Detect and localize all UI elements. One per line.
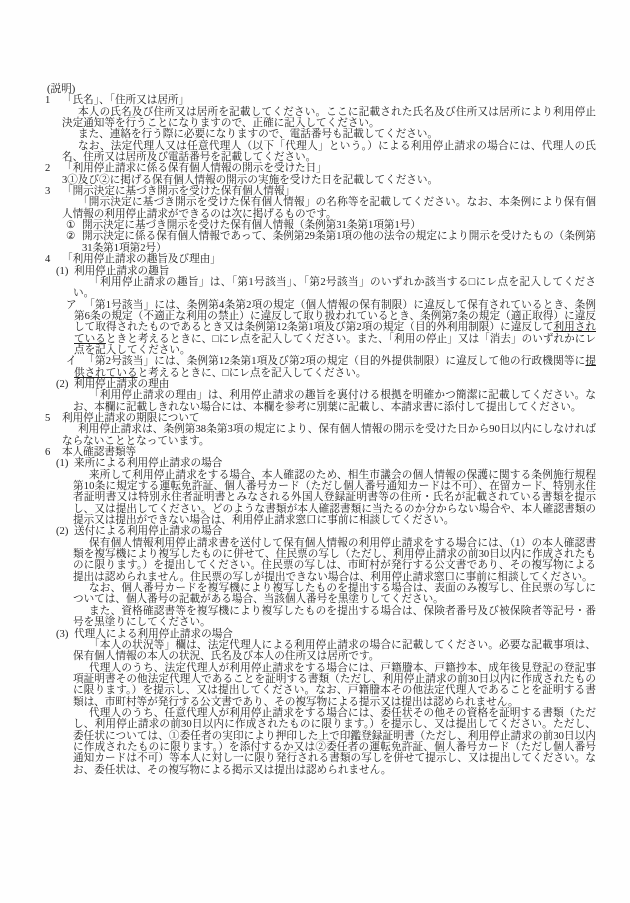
item-label: (1) <box>56 265 69 277</box>
numbered-item <box>45 95 596 107</box>
text-run: 「利用停止請求の理由」は、利用停止請求の趣旨を裏付ける根拠を明確かつ簡潔に記載してください。なお、本欄に記載しきれない場合には、本欄を参考に別葉に記載し、本請求書に添付して提出してください。 <box>73 390 596 413</box>
sub-item <box>56 379 596 390</box>
paragraph <box>62 107 596 130</box>
text-run: 「利用停止請求の趣旨及び理由」 <box>62 254 221 266</box>
text-run: 「利用停止請求の趣旨」は、「第1号該当」、「第2号該当」のいずれか該当する□にレ点を記入してください。 <box>73 276 596 300</box>
text-run: 3①及び②に掲げる保有個人情報の開示の実施を受けた日を記載してください。 <box>62 174 439 186</box>
text-run: 代理人のうち、法定代理人が利用停止請求をする場合には、戸籍謄本、戸籍抄本、成年後見登記の登記事項証明書その他法定代理人であることを証明する書類（ただし、利用停止請求の前30日以内に作成されたものに限ります。）を提示し、又は提出してください。なお、戸籍謄本その他法定代理人であることを証明する書類は、市町村等が発行する公文書であり、その複写物による提示又は提出は認められません。 <box>73 662 596 708</box>
text-run: 「利用停止請求に係る保有個人情報の開示を受けた日」 <box>62 163 327 175</box>
text-run: 「開示決定に基づき開示を受けた保有個人情報」 <box>62 186 296 198</box>
item-label: ① <box>66 220 76 232</box>
paragraph <box>62 141 596 164</box>
text-run: ときと考えるときに、□にレ点を記入してください。また、「利用の停止」又は「消去」のいずれかにレ点を記入してください。 <box>74 333 597 356</box>
text-run: 代理人のうち、任意代理人が利用停止請求をする場合には、委任状その他その資格を証明する書類（ただし、利用停止請求の前30日以内に作成されたものに限ります。）を提示し、又は提出してください。ただし、委任状については、①委任者の実印により押印した上で印鑑登録証明書（ただし、利用停止請求の前30日以内に作成されたものに限ります。）を添付するか又は②委任者の運転免許証、個人番号カード（ただし個人番号通知カードは不可）等本人に対し一に限り発行される書類の写しを併せて提示し、又は提出してください。なお、委任状は、その複写物による掲示又は提出は認められません。 <box>73 707 596 776</box>
text-run: また、連絡を行う際に必要になりますので、電話番号も記載してください。 <box>78 129 438 141</box>
text-run: 開示決定に係る保有個人情報であって、条例第29条第1項の他の法令の規定により開示を受けたもの（条例第31条第1項第2号） <box>82 231 596 254</box>
item-label: (3) <box>56 628 69 640</box>
item-label: イ <box>66 356 77 368</box>
paragraph <box>62 424 596 447</box>
text-run: 本人確認書類等 <box>62 447 137 458</box>
paragraph <box>73 640 596 663</box>
item-label: ア <box>66 299 77 311</box>
item-label: 4 <box>45 254 51 266</box>
paragraph <box>73 606 596 629</box>
sub-item <box>56 526 596 537</box>
text-run: 開示決定に基づき開示を受けた保有個人情報（条例第31条第1項第1号） <box>82 220 421 232</box>
numbered-item <box>45 254 596 266</box>
text-run: 利用停止請求の期限について <box>62 412 200 424</box>
text-run: と考えるときに、□にレ点を記入してください。 <box>137 367 367 379</box>
text-run: 来所して利用停止請求をする場合、本人確認のため、相生市議会の個人情報の保護に関する条例施行規程第10条に規定する運転免許証、個人番号カード（ただし個人番号通知カードは不可）、在留カード、特別永住者証明書又は特別永住者証明書とみなされる外国人登録証明書等の住所・氏名が記載されている書類を提示し、又は提出してください。どのような書類が本人確認書類に当たるのか分からない場合や、本人確認書類の提示又は提出ができない場合は、利用停止請求窓口に事前に相談してください。 <box>73 469 596 527</box>
paragraph <box>73 277 596 300</box>
text-run: また、資格確認書等を複写機により複写したものを提出する場合は、保険者番号及び被保険者等記号・番号を黒塗りにしてください。 <box>73 605 596 629</box>
paragraph <box>62 129 596 140</box>
text-run: なお、個人番号カードを複写機により複写したものを提出する場合は、表面のみ複写し、住民票の写しについては、個人番号の記載がある場合、当該個人番号を黒塗りしてください。 <box>73 583 596 606</box>
underlined-text: 提供されている <box>74 356 596 379</box>
text-run: 「本人の状況等」欄は、法定代理人による利用停止請求の場合に記載してください。必要な記載事項は、保有個人情報の本人の状況、氏名及び本人の住所又は居所です。 <box>73 639 596 663</box>
numbered-item <box>45 447 596 458</box>
paragraph <box>73 708 596 776</box>
text-run: 「氏名」、「住所又は居所」 <box>62 95 190 107</box>
sub-item <box>56 266 596 277</box>
paragraph <box>73 583 596 606</box>
paragraph <box>73 663 596 708</box>
text-run: 本人の氏名及び住所又は居所を記載してください。ここに記載された氏名及び住所又は居所により利用停止決定通知等を行うことになりますので、正確に記入してください。 <box>62 106 596 130</box>
paragraph <box>73 390 596 413</box>
document-body <box>45 95 596 776</box>
item-label: 6 <box>45 447 51 458</box>
text-run: 利用停止請求は、条例第38条第3項の規定により、保有個人情報の開示を受けた日から90日以内にしなければならないこととなっています。 <box>62 424 596 447</box>
item-label: 1 <box>45 95 51 107</box>
paragraph <box>73 538 596 583</box>
text-run: 「第1号該当」には、条例第4条第2項の規定（個人情報の保有制限）に違反して保有されているとき、条例第6条の規定（不適正な利用の禁止）に違反して取り扱われているとき、条例第7条の規定（適正取得）に違反して取得されたものであるとき又は条例第12条第1項及び第2項の規定（目的外利用制限）に違反して <box>74 299 596 334</box>
item-label: 5 <box>45 412 51 424</box>
text-run: 代理人による利用停止請求の場合 <box>74 628 233 640</box>
sub-item <box>56 629 596 640</box>
text-run: 送付による利用停止請求の場合 <box>74 526 223 538</box>
text-run: 保有個人情報利用停止請求書を送付して保有個人情報の利用停止請求をする場合には、（1）の本人確認書類を複写機により複写したものに併せて、住民票の写し（ただし、利用停止請求の前30日以内に作成されたものに限ります。）を提出してください。住民票の写しは、市町村が発行する公文書であり、その複写物による提出は認められません。住民票の写しが提出できない場合は、利用停止請求窓口に事前に相談してください。 <box>73 537 596 583</box>
underlined-text: 利用されている <box>74 322 597 345</box>
paragraph <box>73 470 596 527</box>
item-label: 2 <box>45 163 51 175</box>
katakana-item <box>66 356 596 379</box>
item-label: (1) <box>56 458 69 470</box>
katakana-item <box>66 299 597 357</box>
text-run: なお、法定代理人又は任意代理人（以下「代理人」という。）による利用停止請求の場合には、代理人の氏名、住所又は居所及び電話番号を記載してください。 <box>62 140 596 164</box>
item-label: (2) <box>56 378 69 390</box>
item-label: ② <box>66 231 76 243</box>
paragraph <box>62 197 596 220</box>
numbered-item <box>45 186 596 198</box>
text-run: 来所による利用停止請求の場合 <box>74 458 223 470</box>
text-run: 利用停止請求の理由 <box>74 378 170 390</box>
circled-number-item <box>66 231 596 254</box>
text-run: 「開示決定に基づき開示を受けた保有個人情報」の名称等を記載してください。なお、本条例により保有個人情報の利用停止請求ができるのは次に掲げるものです。 <box>62 197 596 220</box>
sub-item <box>56 458 596 469</box>
note-heading: (説明) <box>47 84 76 95</box>
paragraph <box>62 175 596 186</box>
text-run: 利用停止請求の趣旨 <box>74 265 170 277</box>
item-label: (2) <box>56 526 69 538</box>
item-label: 3 <box>45 186 51 198</box>
circled-number-item <box>66 220 596 232</box>
text-run: 「第2号該当」には、条例第12条第1項及び第2項の規定（目的外提供制限）に違反して他の行政機関等に <box>84 356 586 368</box>
numbered-item <box>45 412 596 424</box>
numbered-item <box>45 163 596 175</box>
